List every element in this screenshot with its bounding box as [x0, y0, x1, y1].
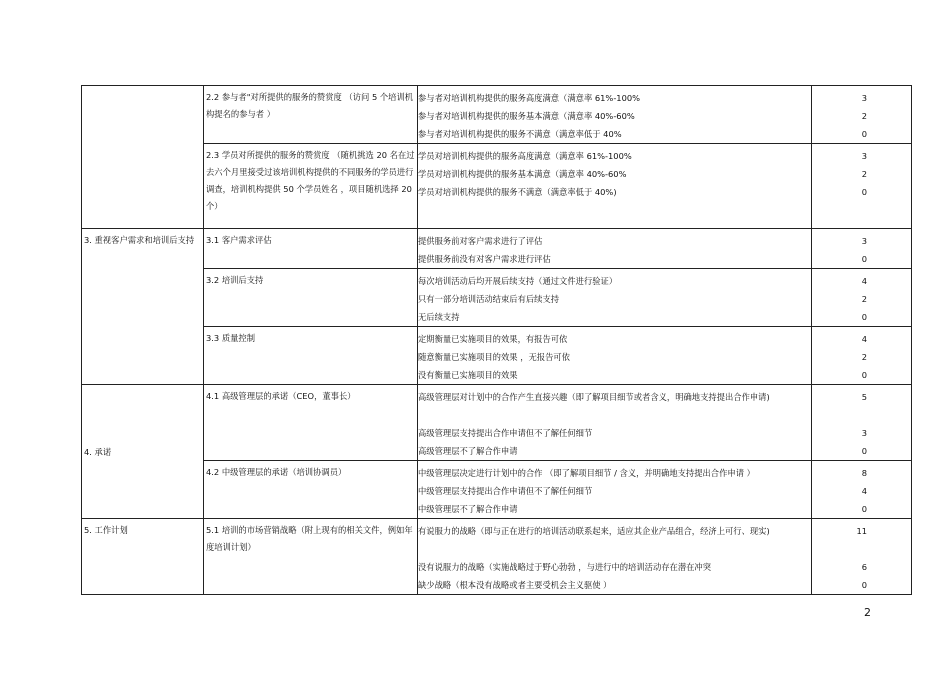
criterion-text: 缺少战略（根本没有战略或者主要受机会主义驱使 ）: [418, 580, 612, 590]
criterion-text: 每次培训活动后均开展后续支持（通过文件进行验证）: [418, 276, 618, 286]
criterion-text: 参与者对培训机构提供的服务不满意（满意率低于 40%: [418, 129, 622, 139]
table-row: [82, 461, 912, 519]
score-value: 4: [861, 276, 867, 286]
table-row: [82, 269, 912, 327]
criteria-cell: [418, 385, 812, 461]
category-cell: 5. 工作计划: [82, 519, 204, 595]
table-row: [82, 229, 912, 269]
score-cell: [812, 327, 912, 385]
score-value: 0: [861, 187, 867, 197]
score-value: 2: [861, 111, 867, 121]
score-value: 2: [861, 352, 867, 362]
score-value: 0: [861, 370, 867, 380]
subitem-cell: 2.2 参与者"对所提供的服务的赞赏度 （访问 5 个培训机构提名的参与者 ）: [204, 86, 418, 144]
criteria-cell: [418, 144, 812, 229]
criterion-text: 有说服力的战略（即与正在进行的培训活动联系起来，适应其企业产品组合，经济上可行、现实): [418, 526, 770, 536]
table-row: [82, 86, 912, 144]
subitem-cell: 4.2 中级管理层的承诺（培训协调员）: [204, 461, 418, 519]
criterion-text: 学员对培训机构提供的服务高度满意（满意率 61%-100%: [418, 151, 632, 161]
score-value: 0: [861, 129, 867, 139]
page-number: 2: [864, 606, 871, 619]
score-value: 5: [861, 392, 867, 402]
criteria-cell: [418, 86, 812, 144]
evaluation-table: [81, 85, 912, 595]
criteria-cell: [418, 461, 812, 519]
criteria-cell: [418, 229, 812, 269]
subitem-cell: 3.3 质量控制: [204, 327, 418, 385]
table-row: [82, 144, 912, 229]
criterion-text: 高级管理层不了解合作申请: [418, 446, 518, 456]
criterion-text: 中级管理层不了解合作申请: [418, 504, 518, 514]
criterion-text: 学员对培训机构提供的服务不满意（满意率低于 40%): [418, 187, 617, 197]
criterion-text: 中级管理层决定进行计划中的合作 （即了解项目细节 / 含义，并明确地支持提出合作申请 ）: [418, 468, 755, 478]
score-value: 0: [861, 446, 867, 456]
category-cell: 3. 重视客户需求和培训后支持: [82, 229, 204, 385]
score-cell: [812, 269, 912, 327]
score-cell: [812, 144, 912, 229]
criterion-text: 提供服务前没有对客户需求进行评估: [418, 254, 551, 264]
criterion-text: 高级管理层对计划中的合作产生直接兴趣（即了解项目细节或者含义，明确地支持提出合作申请): [418, 392, 770, 402]
table-row: [82, 519, 912, 595]
score-cell: [812, 519, 912, 595]
score-value: 6: [861, 562, 867, 572]
category-cell: 4. 承诺: [82, 385, 204, 519]
criterion-text: 参与者对培训机构提供的服务高度满意（满意率 61%-100%: [418, 93, 641, 103]
score-cell: [812, 385, 912, 461]
criterion-text: 没有说服力的战略（实施战略过于野心勃勃 ，与进行中的培训活动存在潜在冲突: [418, 562, 712, 572]
criteria-cell: [418, 269, 812, 327]
criteria-cell: [418, 327, 812, 385]
criterion-text: 中级管理层支持提出合作申请但不了解任何细节: [418, 486, 593, 496]
score-value: 3: [861, 151, 867, 161]
score-value: 3: [861, 236, 867, 246]
score-value: 4: [861, 486, 867, 496]
score-value: 0: [861, 504, 867, 514]
score-value: 3: [861, 93, 867, 103]
score-value: 11: [856, 526, 867, 536]
criterion-text: 随意衡量已实施项目的效果 ，无报告可依: [418, 352, 570, 362]
subitem-cell: 3.2 培训后支持: [204, 269, 418, 327]
criterion-text: 无后续支持: [418, 312, 460, 322]
score-value: 4: [861, 334, 867, 344]
criterion-text: 提供服务前对客户需求进行了评估: [418, 236, 543, 246]
subitem-cell: 4.1 高级管理层的承诺（CEO，董事长）: [204, 385, 418, 461]
subitem-cell: 3.1 客户需求评估: [204, 229, 418, 269]
criterion-text: 高级管理层支持提出合作申请但不了解任何细节: [418, 428, 593, 438]
criterion-text: 只有一部分培训活动结束后有后续支持: [418, 294, 560, 304]
category-cell: [82, 86, 204, 229]
score-cell: [812, 229, 912, 269]
score-value: 0: [861, 580, 867, 590]
score-value: 2: [861, 169, 867, 179]
score-value: 0: [861, 254, 867, 264]
score-value: 0: [861, 312, 867, 322]
subitem-cell: 2.3 学员对所提供的服务的赞赏度 （随机挑选 20 名在过去六个月里接受过该培训机构提供的不同服务的学员进行调查，培训机构提供 50 个学员姓名 ，项目随机选择 20 个）: [204, 144, 418, 229]
table-row: [82, 327, 912, 385]
criterion-text: 没有衡量已实施项目的效果: [418, 370, 518, 380]
score-value: 3: [861, 428, 867, 438]
criteria-cell: [418, 519, 812, 595]
subitem-cell: 5.1 培训的市场营销战略（附上现有的相关文件，例如年度培训计划）: [204, 519, 418, 595]
criterion-text: 定期衡量已实施项目的效果，有报告可依: [418, 334, 568, 344]
table-row: [82, 385, 912, 461]
criterion-text: 参与者对培训机构提供的服务基本满意（满意率 40%-60%: [418, 111, 635, 121]
score-cell: [812, 86, 912, 144]
score-value: 8: [861, 468, 867, 478]
score-cell: [812, 461, 912, 519]
score-value: 2: [861, 294, 867, 304]
criterion-text: 学员对培训机构提供的服务基本满意（满意率 40%-60%: [418, 169, 627, 179]
